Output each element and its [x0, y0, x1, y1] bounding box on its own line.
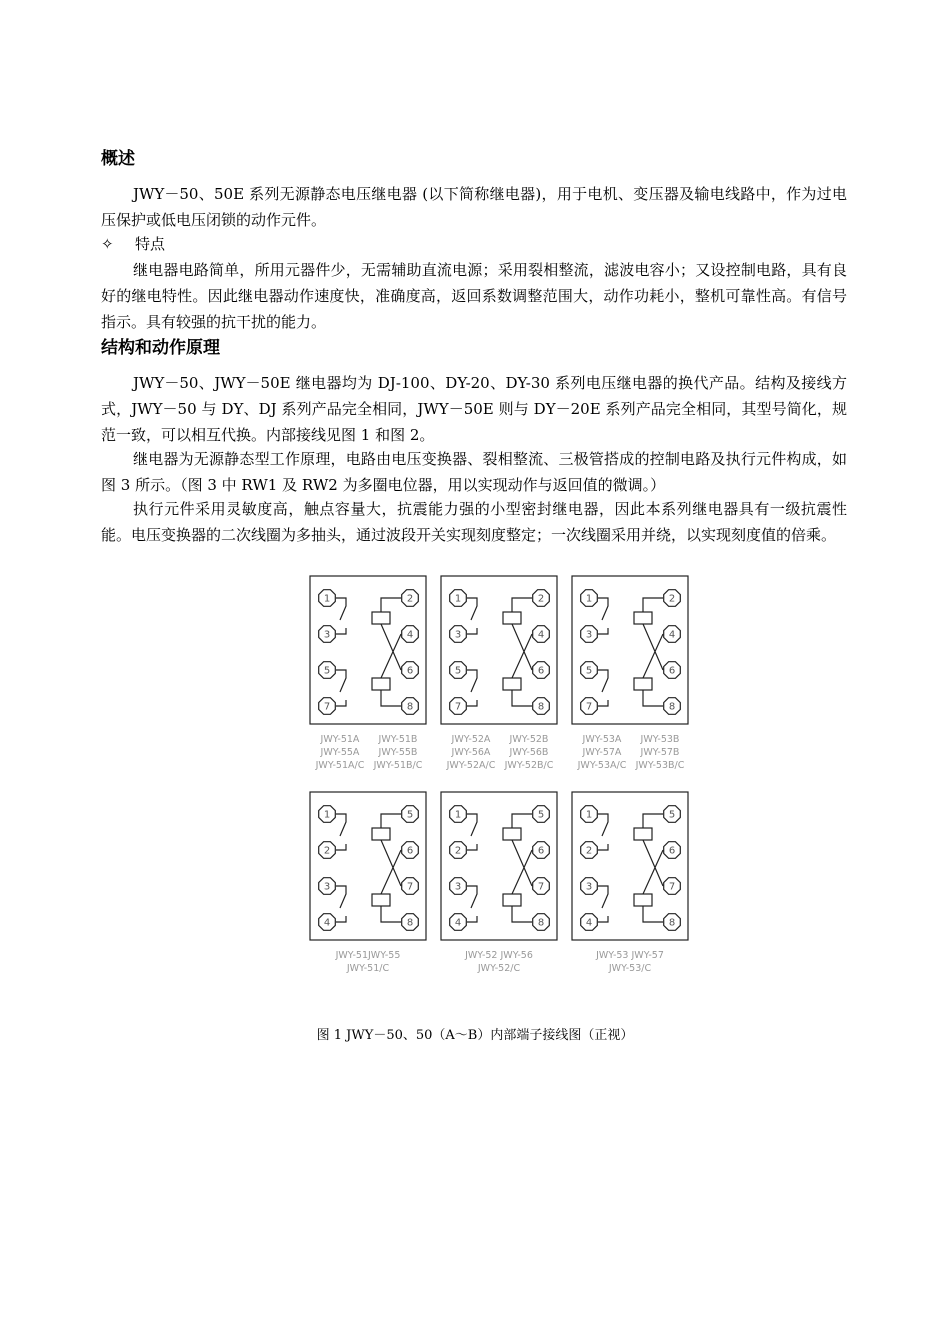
contact-switch-lower	[336, 670, 346, 706]
top-row-panel-1	[310, 576, 426, 771]
bottom-row-panel-2	[441, 792, 557, 974]
coil-lower	[372, 894, 390, 906]
structure-paragraph-3: 执行元件采用灵敏度高，触点容量大，抗震能力强的小型密封继电器，因此本系列继电器具有一级抗震性能。电压变换器的二次线圈为多抽头，通过波段开关实现刻度整定；一次线圈采用并绕，以实现刻度值的倍乘。	[101, 500, 847, 544]
terminal-number: 4	[454, 917, 462, 929]
top-row-panel-3	[572, 576, 688, 771]
model-label: JWY-52 JWY-56	[465, 950, 533, 961]
terminal-number: 1	[454, 593, 462, 605]
model-label: JWY-57B	[640, 747, 680, 758]
coil-lower	[503, 894, 521, 906]
contact-switch-lower	[467, 886, 477, 922]
terminal-number: 6	[668, 665, 676, 677]
contact-switch-lower	[467, 670, 477, 706]
coil-lower	[634, 678, 652, 690]
terminal-number: 6	[406, 665, 414, 677]
model-label: JWY-51A	[320, 734, 360, 745]
coil-upper	[372, 828, 390, 840]
terminal-number: 4	[323, 917, 331, 929]
terminal-number: 6	[537, 665, 545, 677]
bottom-row-panel-1	[310, 792, 426, 974]
terminal-number: 8	[668, 917, 676, 929]
terminal-number: 3	[323, 629, 331, 641]
terminal-number: 7	[585, 701, 593, 713]
model-label: JWY-53A/C	[577, 760, 627, 771]
terminal-number: 8	[537, 917, 545, 929]
contact-switch-upper	[598, 814, 608, 850]
terminal-number: 1	[323, 809, 331, 821]
model-label: JWY-53/C	[608, 963, 652, 974]
model-label: JWY-55A	[320, 747, 360, 758]
figure-caption: 图 1 JWY－50、50（A～B）内部端子接线图（正视）	[316, 1028, 634, 1043]
terminal-number: 5	[537, 809, 545, 821]
terminal-number: 2	[323, 845, 331, 857]
contact-switch-upper	[467, 814, 477, 850]
model-label: JWY-56B	[509, 747, 549, 758]
model-label: JWY-51/C	[346, 963, 390, 974]
model-label: JWY-52/C	[477, 963, 521, 974]
terminal-number: 2	[537, 593, 545, 605]
terminal-number: 8	[406, 701, 414, 713]
feature-bullet	[101, 232, 165, 256]
overview-paragraph-1: JWY－50、50E 系列无源静态电压继电器 (以下简称继电器)，用于电机、变压器及输电线路中，作为过电压保护或低电压闭锁的动作元件。	[101, 185, 847, 229]
terminal-number: 7	[454, 701, 462, 713]
model-label: JWY-53B	[640, 734, 680, 745]
terminal-number: 1	[454, 809, 462, 821]
contact-switch-upper	[336, 814, 346, 850]
terminal-number: 3	[585, 881, 593, 893]
terminal-number: 5	[454, 665, 462, 677]
model-label: JWY-51B/C	[373, 760, 423, 771]
coil-upper	[503, 612, 521, 624]
terminal-number: 5	[406, 809, 414, 821]
model-label: JWY-53B/C	[635, 760, 685, 771]
terminal-number: 2	[454, 845, 462, 857]
coil-upper	[372, 612, 390, 624]
structure-paragraph-1: JWY－50、JWY－50E 继电器均为 DJ-100、DY-20、DY-30 系列电压继电器的换代产品。结构及接线方式，JWY－50 与 DY、DJ 系列产品完全相同，JWY－50E 则与 DY－20E 系列产品完全相同，其型号简化，规范一致，可以相互代换。内部接线见图 1 和图 2。	[101, 374, 847, 444]
heading-overview: 概述	[101, 149, 135, 169]
terminal-number: 1	[585, 809, 593, 821]
coil-lower	[634, 894, 652, 906]
terminal-number: 1	[323, 593, 331, 605]
coil-upper	[503, 828, 521, 840]
terminal-number: 6	[668, 845, 676, 857]
terminal-number: 8	[406, 917, 414, 929]
terminal-number: 7	[668, 881, 676, 893]
coil-lower	[503, 678, 521, 690]
terminal-number: 3	[585, 629, 593, 641]
top-row-panel-2	[441, 576, 557, 771]
diamond-bullet-icon: ✧	[101, 235, 114, 253]
contact-switch-lower	[598, 670, 608, 706]
contact-switch-upper	[598, 598, 608, 634]
terminal-number: 5	[585, 665, 593, 677]
heading-structure: 结构和动作原理	[101, 338, 220, 358]
terminal-number: 5	[668, 809, 676, 821]
contact-switch-upper	[467, 598, 477, 634]
coil-lower	[372, 678, 390, 690]
model-label: JWY-52A/C	[446, 760, 496, 771]
terminal-number: 7	[537, 881, 545, 893]
terminal-number: 7	[323, 701, 331, 713]
terminal-number: 4	[537, 629, 545, 641]
model-label: JWY-55B	[378, 747, 418, 758]
model-label: JWY-57A	[582, 747, 622, 758]
model-label: JWY-52A	[451, 734, 491, 745]
model-label: JWY-53A	[582, 734, 622, 745]
model-label: JWY-56A	[451, 747, 491, 758]
terminal-number: 3	[454, 629, 462, 641]
terminal-number: 3	[454, 881, 462, 893]
terminal-number: 4	[668, 629, 676, 641]
coil-upper	[634, 612, 652, 624]
contact-switch-lower	[336, 886, 346, 922]
terminal-number: 8	[537, 701, 545, 713]
model-label: JWY-51JWY-55	[335, 950, 401, 961]
terminal-number: 2	[406, 593, 414, 605]
model-label: JWY-51B	[378, 734, 418, 745]
coil-upper	[634, 828, 652, 840]
structure-paragraph-2: 继电器为无源静态型工作原理，电路由电压变换器、裂相整流、三极管搭成的控制电路及执行元件构成，如图 3 所示。（图 3 中 RW1 及 RW2 为多圈电位器，用以实现动作与返回值的微调。）	[101, 450, 847, 494]
overview-paragraph-2: 继电器电路简单，所用元器件少，无需辅助直流电源；采用裂相整流，滤波电容小；又设控制电路，具有良好的继电特性。因此继电器动作速度快，准确度高，返回系数调整范围大，动作功耗小，整机可靠性高。有信号指示。具有较强的抗干扰的能力。	[101, 261, 847, 331]
model-label: JWY-52B/C	[504, 760, 554, 771]
contact-switch-upper	[336, 598, 346, 634]
model-label: JWY-51A/C	[315, 760, 365, 771]
wiring-diagram-figure	[290, 572, 710, 992]
terminal-number: 5	[323, 665, 331, 677]
model-label: JWY-52B	[509, 734, 549, 745]
terminal-number: 1	[585, 593, 593, 605]
bottom-row-panel-3	[572, 792, 688, 974]
terminal-number: 4	[585, 917, 593, 929]
terminal-number: 4	[406, 629, 414, 641]
terminal-number: 2	[585, 845, 593, 857]
terminal-number: 6	[537, 845, 545, 857]
terminal-number: 3	[323, 881, 331, 893]
contact-switch-lower	[598, 886, 608, 922]
terminal-number: 7	[406, 881, 414, 893]
feature-label: 特点	[135, 235, 166, 253]
terminal-number: 8	[668, 701, 676, 713]
terminal-number: 6	[406, 845, 414, 857]
model-label: JWY-53 JWY-57	[596, 950, 664, 961]
terminal-number: 2	[668, 593, 676, 605]
